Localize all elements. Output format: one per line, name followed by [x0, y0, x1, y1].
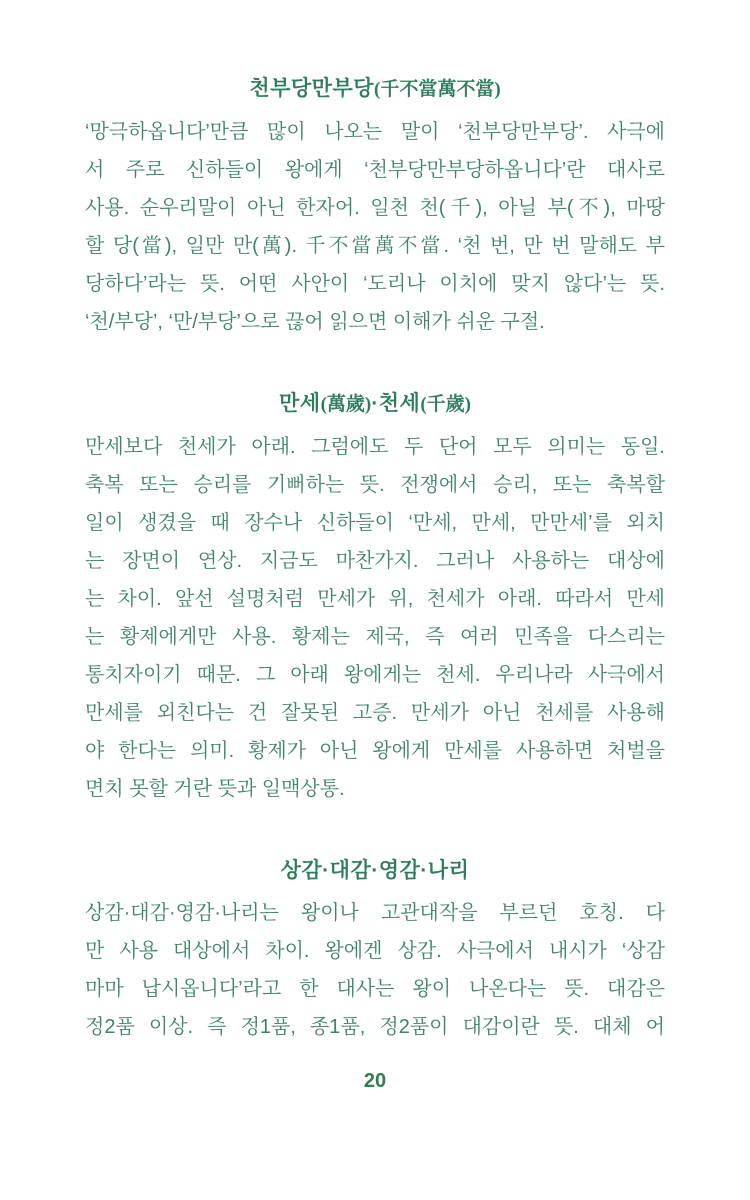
- heading-hanja: (萬歲): [320, 394, 372, 415]
- page-content: [85, 70, 665, 1046]
- heading-hangul: 천세: [378, 392, 421, 415]
- heading-hanja: (千歲): [420, 394, 471, 415]
- section-sanggam-daegam: [85, 852, 665, 1046]
- body-line: 정2품 이상. 즉 정1품, 종1품, 정2품이 대감이란 뜻. 대체 어: [85, 1016, 665, 1038]
- body-line: 서 주로 신하들이 왕에게 ‘천부당만부당하옵니다’란 대사로: [85, 159, 665, 181]
- body-line: 상감·대감·영감·나리는 왕이나 고관대작을 부르던 호칭. 다: [85, 902, 665, 924]
- section-heading: [85, 385, 665, 424]
- heading-hangul: 천부당만부당: [249, 77, 375, 100]
- body-line: ‘천/부당’, ‘만/부당’으로 끊어 읽으면 이해가 쉬운 구절.: [85, 311, 545, 333]
- body-line: 일이 생겼을 때 장수나 신하들이 ‘만세, 만세, 만만세’를 외치: [85, 512, 665, 534]
- body-line: 당하다’라는 뜻. 어떤 사안이 ‘도리나 이치에 맞지 않다’는 뜻.: [85, 273, 665, 295]
- body-line: 만세를 외친다는 건 잘못된 고증. 만세가 아닌 천세를 사용해: [85, 702, 665, 724]
- section-heading: [85, 852, 665, 890]
- body-line: 는 차이. 앞선 설명처럼 만세가 위, 천세가 아래. 따라서 만세: [85, 588, 665, 610]
- section-manse-cheonse: [85, 385, 665, 808]
- body-line: 마마 납시옵니다’라고 한 대사는 왕이 나온다는 뜻. 대감은: [85, 978, 665, 1000]
- body-line: 야 한다는 의미. 황제가 아닌 왕에게 만세를 사용하면 처벌을: [85, 740, 665, 762]
- heading-hanja: (千不當萬不當): [374, 79, 501, 100]
- body-line: 는 장면이 연상. 지금도 마찬가지. 그러나 사용하는 대상에: [85, 550, 665, 572]
- heading-hangul: 상감·대감·영감·나리: [280, 859, 470, 882]
- section-heading: [85, 70, 665, 109]
- body-line: 면치 못할 거란 뜻과 일맥상통.: [85, 778, 345, 800]
- body-line: 축복 또는 승리를 기뻐하는 뜻. 전쟁에서 승리, 또는 축복할: [85, 474, 665, 496]
- body-line: 할 당(當), 일만 만(萬). 千不當萬不當. ‘천 번, 만 번 말해도 부: [85, 235, 665, 257]
- page-number: 20: [363, 1070, 387, 1092]
- body-line: 통치자이기 때문. 그 아래 왕에게는 천세. 우리나라 사극에서: [85, 664, 665, 686]
- body-line: 만 사용 대상에서 차이. 왕에겐 상감. 사극에서 내시가 ‘상감: [85, 940, 665, 962]
- body-line: 사용. 순우리말이 아닌 한자어. 일천 천(千), 아닐 부(不), 마땅: [85, 197, 665, 219]
- body-line: ‘망극하옵니다’만큼 많이 나오는 말이 ‘천부당만부당’. 사극에: [85, 121, 665, 143]
- body-line: 는 황제에게만 사용. 황제는 제국, 즉 여러 민족을 다스리는: [85, 626, 665, 648]
- section-cheonbudang-manbudang: [85, 70, 665, 341]
- heading-hangul: 만세: [279, 392, 321, 415]
- heading-separator: ·: [371, 392, 379, 415]
- body-line: 만세보다 천세가 아래. 그럼에도 두 단어 모두 의미는 동일.: [85, 436, 665, 458]
